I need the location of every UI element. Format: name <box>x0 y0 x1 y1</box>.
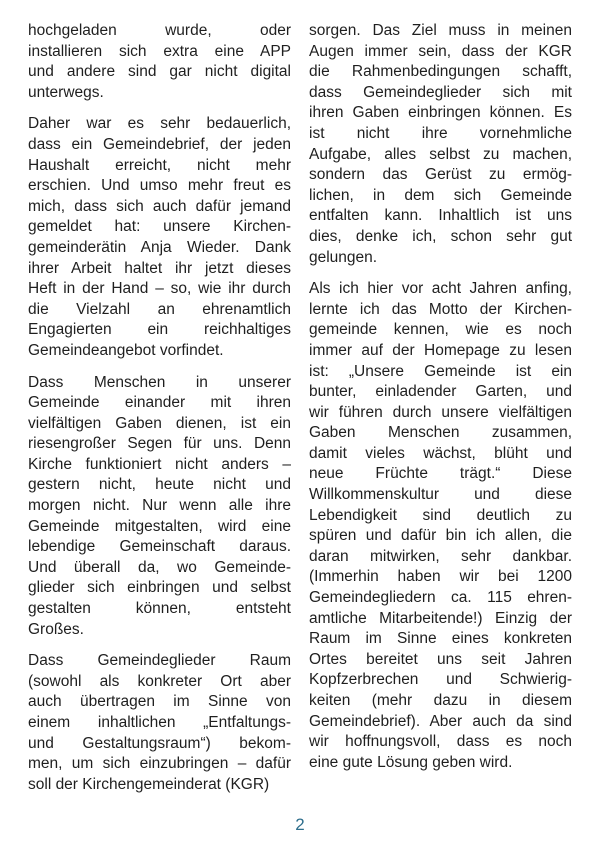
text-line: soll der Kirchengemeinderat (KGR) <box>28 775 270 793</box>
text-line: lernte ich das Motto der Kirchen- <box>309 300 572 318</box>
text-line: wir hoffnungsvoll, dass es noch <box>309 733 572 751</box>
text-line: dass Gemeindeglieder sich mit <box>309 83 572 101</box>
text-line: ihren Gaben einbringen können. Es <box>309 104 572 122</box>
text-line: lichen, in dem sich Gemeinde <box>309 186 572 204</box>
text-line: Gemeindegliedern ca. 115 ehren- <box>309 589 572 607</box>
text-column-left <box>28 21 291 806</box>
text-line: Kopfzerbrechen und Schwierig- <box>309 671 572 689</box>
text-line: gestalten können, entsteht <box>28 600 291 618</box>
text-line: die Rahmenbedingungen schafft, <box>309 63 572 81</box>
text-line: Gemeindebrief). Aber auch da sind <box>309 712 572 730</box>
paragraph <box>309 279 572 773</box>
text-line: dies, denke ich, schon sehr gut <box>309 227 572 245</box>
text-line: Dass Menschen in unserer <box>28 373 291 391</box>
text-line: gemeinderätin Anja Wieder. Dank <box>28 238 291 256</box>
text-line: hochgeladen wurde, oder <box>28 22 291 39</box>
text-line: lebendige Gemeinschaft daraus. <box>28 538 291 556</box>
paragraph <box>309 21 572 268</box>
text-line: und andere sind gar nicht digital <box>28 63 291 81</box>
text-line: gelungen. <box>309 248 378 266</box>
text-line: Heft in der Hand – so, wie ihr durch <box>28 280 291 298</box>
paragraph <box>28 114 291 361</box>
text-line: Gemeinde einander mit ihren <box>28 394 291 412</box>
text-line: ist nicht ihre vornehmliche <box>309 124 572 142</box>
text-line: (Immerhin haben wir bei 1200 <box>309 568 572 586</box>
text-line: Ortes bereitet uns seit Jahren <box>309 650 572 668</box>
text-line: gestern nicht, heute nicht und <box>28 476 291 494</box>
text-line: Gaben Menschen zusammen, <box>309 424 572 442</box>
text-line: Großes. <box>28 620 84 638</box>
text-line: Als ich hier vor acht Jahren anfing, <box>309 280 572 298</box>
text-line: vielfältigen Gaben dienen, ist ein <box>28 414 291 432</box>
text-line: Engagierten ein reichhaltiges <box>28 321 291 339</box>
text-line: keiten (mehr dazu in diesem <box>309 692 572 709</box>
text-line: Dass Gemeindeglieder Raum <box>28 652 291 670</box>
text-column-right <box>309 21 572 806</box>
paragraph <box>28 21 291 103</box>
text-line: dass ein Gemeindebrief, der jeden <box>28 135 291 153</box>
text-line: morgen nicht. Nur wenn alle ihre <box>28 497 291 515</box>
text-line: auch übertragen im Sinne von <box>28 693 291 711</box>
page-number: 2 <box>295 815 305 834</box>
text-line: Gemeindeangebot vorfindet. <box>28 341 224 359</box>
text-line: entfalten kann. Inhaltlich ist uns <box>309 207 572 225</box>
text-line: unterwegs. <box>28 83 104 101</box>
text-line: glieder sich einbringen und selbst <box>28 579 291 597</box>
paragraph <box>28 373 291 641</box>
text-line: eine gute Lösung geben wird. <box>309 753 513 771</box>
two-column-text-layout <box>28 21 572 806</box>
text-line: Willkommenskultur und diese <box>309 486 572 504</box>
text-line: gemeldet hat: unsere Kirchen- <box>28 218 291 236</box>
text-line: sorgen. Das Ziel muss in meinen <box>309 22 572 39</box>
text-line: Raum im Sinne eines konkreten <box>309 630 572 648</box>
text-line: neue Früchte trägt.“ Diese <box>309 465 572 483</box>
text-line: Lebendigkeit sind deutlich zu <box>309 506 572 524</box>
text-line: erschien. Und umso mehr freut es <box>28 177 291 195</box>
text-line: Aufgabe, alles selbst zu machen, <box>309 145 572 163</box>
text-line: Und überall da, wo Gemeinde- <box>28 558 291 576</box>
text-line: Daher war es sehr bedauerlich, <box>28 115 291 133</box>
text-line: immer auf der Homepage zu lesen <box>309 341 572 359</box>
text-line: mich, dass sich auch dafür jemand <box>28 197 291 215</box>
text-line: Kirche funktioniert nicht anders – <box>28 455 291 473</box>
text-line: und Gestaltungsraum“) bekom- <box>28 734 291 752</box>
text-line: ihrer Arbeit haltet ihr jetzt dieses <box>28 259 291 277</box>
text-line: bunter, einladender Garten, und <box>309 383 572 401</box>
text-line: Gemeinde mitgestalten, wird eine <box>28 517 291 535</box>
text-line: gemeinde kennen, wie es noch <box>309 321 572 339</box>
text-line: daran mitwirken, sehr dankbar. <box>309 547 572 565</box>
text-line: die Vielzahl an ehrenamtlich <box>28 300 291 318</box>
text-line: spüren und dafür bin ich allen, die <box>309 527 572 545</box>
text-line: ist: „Unsere Gemeinde ist ein <box>309 362 572 380</box>
text-line: wir führen durch unsere vielfältigen <box>309 403 572 421</box>
text-line: riesengroßer Segen für uns. Denn <box>28 435 291 453</box>
text-line: damit vieles wächst, blüht und <box>309 444 572 462</box>
text-line: sondern das Gerüst zu ermög- <box>309 166 572 184</box>
text-line: Augen immer sein, dass der KGR <box>309 42 572 60</box>
text-line: installieren sich extra eine APP <box>28 42 291 60</box>
text-line: men, um sich einzubringen – dafür <box>28 755 291 773</box>
text-line: (sowohl als konkreter Ort aber <box>28 672 291 690</box>
text-line: amtliche Mitarbeitende!) Einzig der <box>309 609 572 627</box>
text-line: Haushalt erreicht, nicht mehr <box>28 156 291 174</box>
text-line: einem inhaltlichen „Entfaltungs- <box>28 714 291 731</box>
paragraph <box>28 651 291 795</box>
